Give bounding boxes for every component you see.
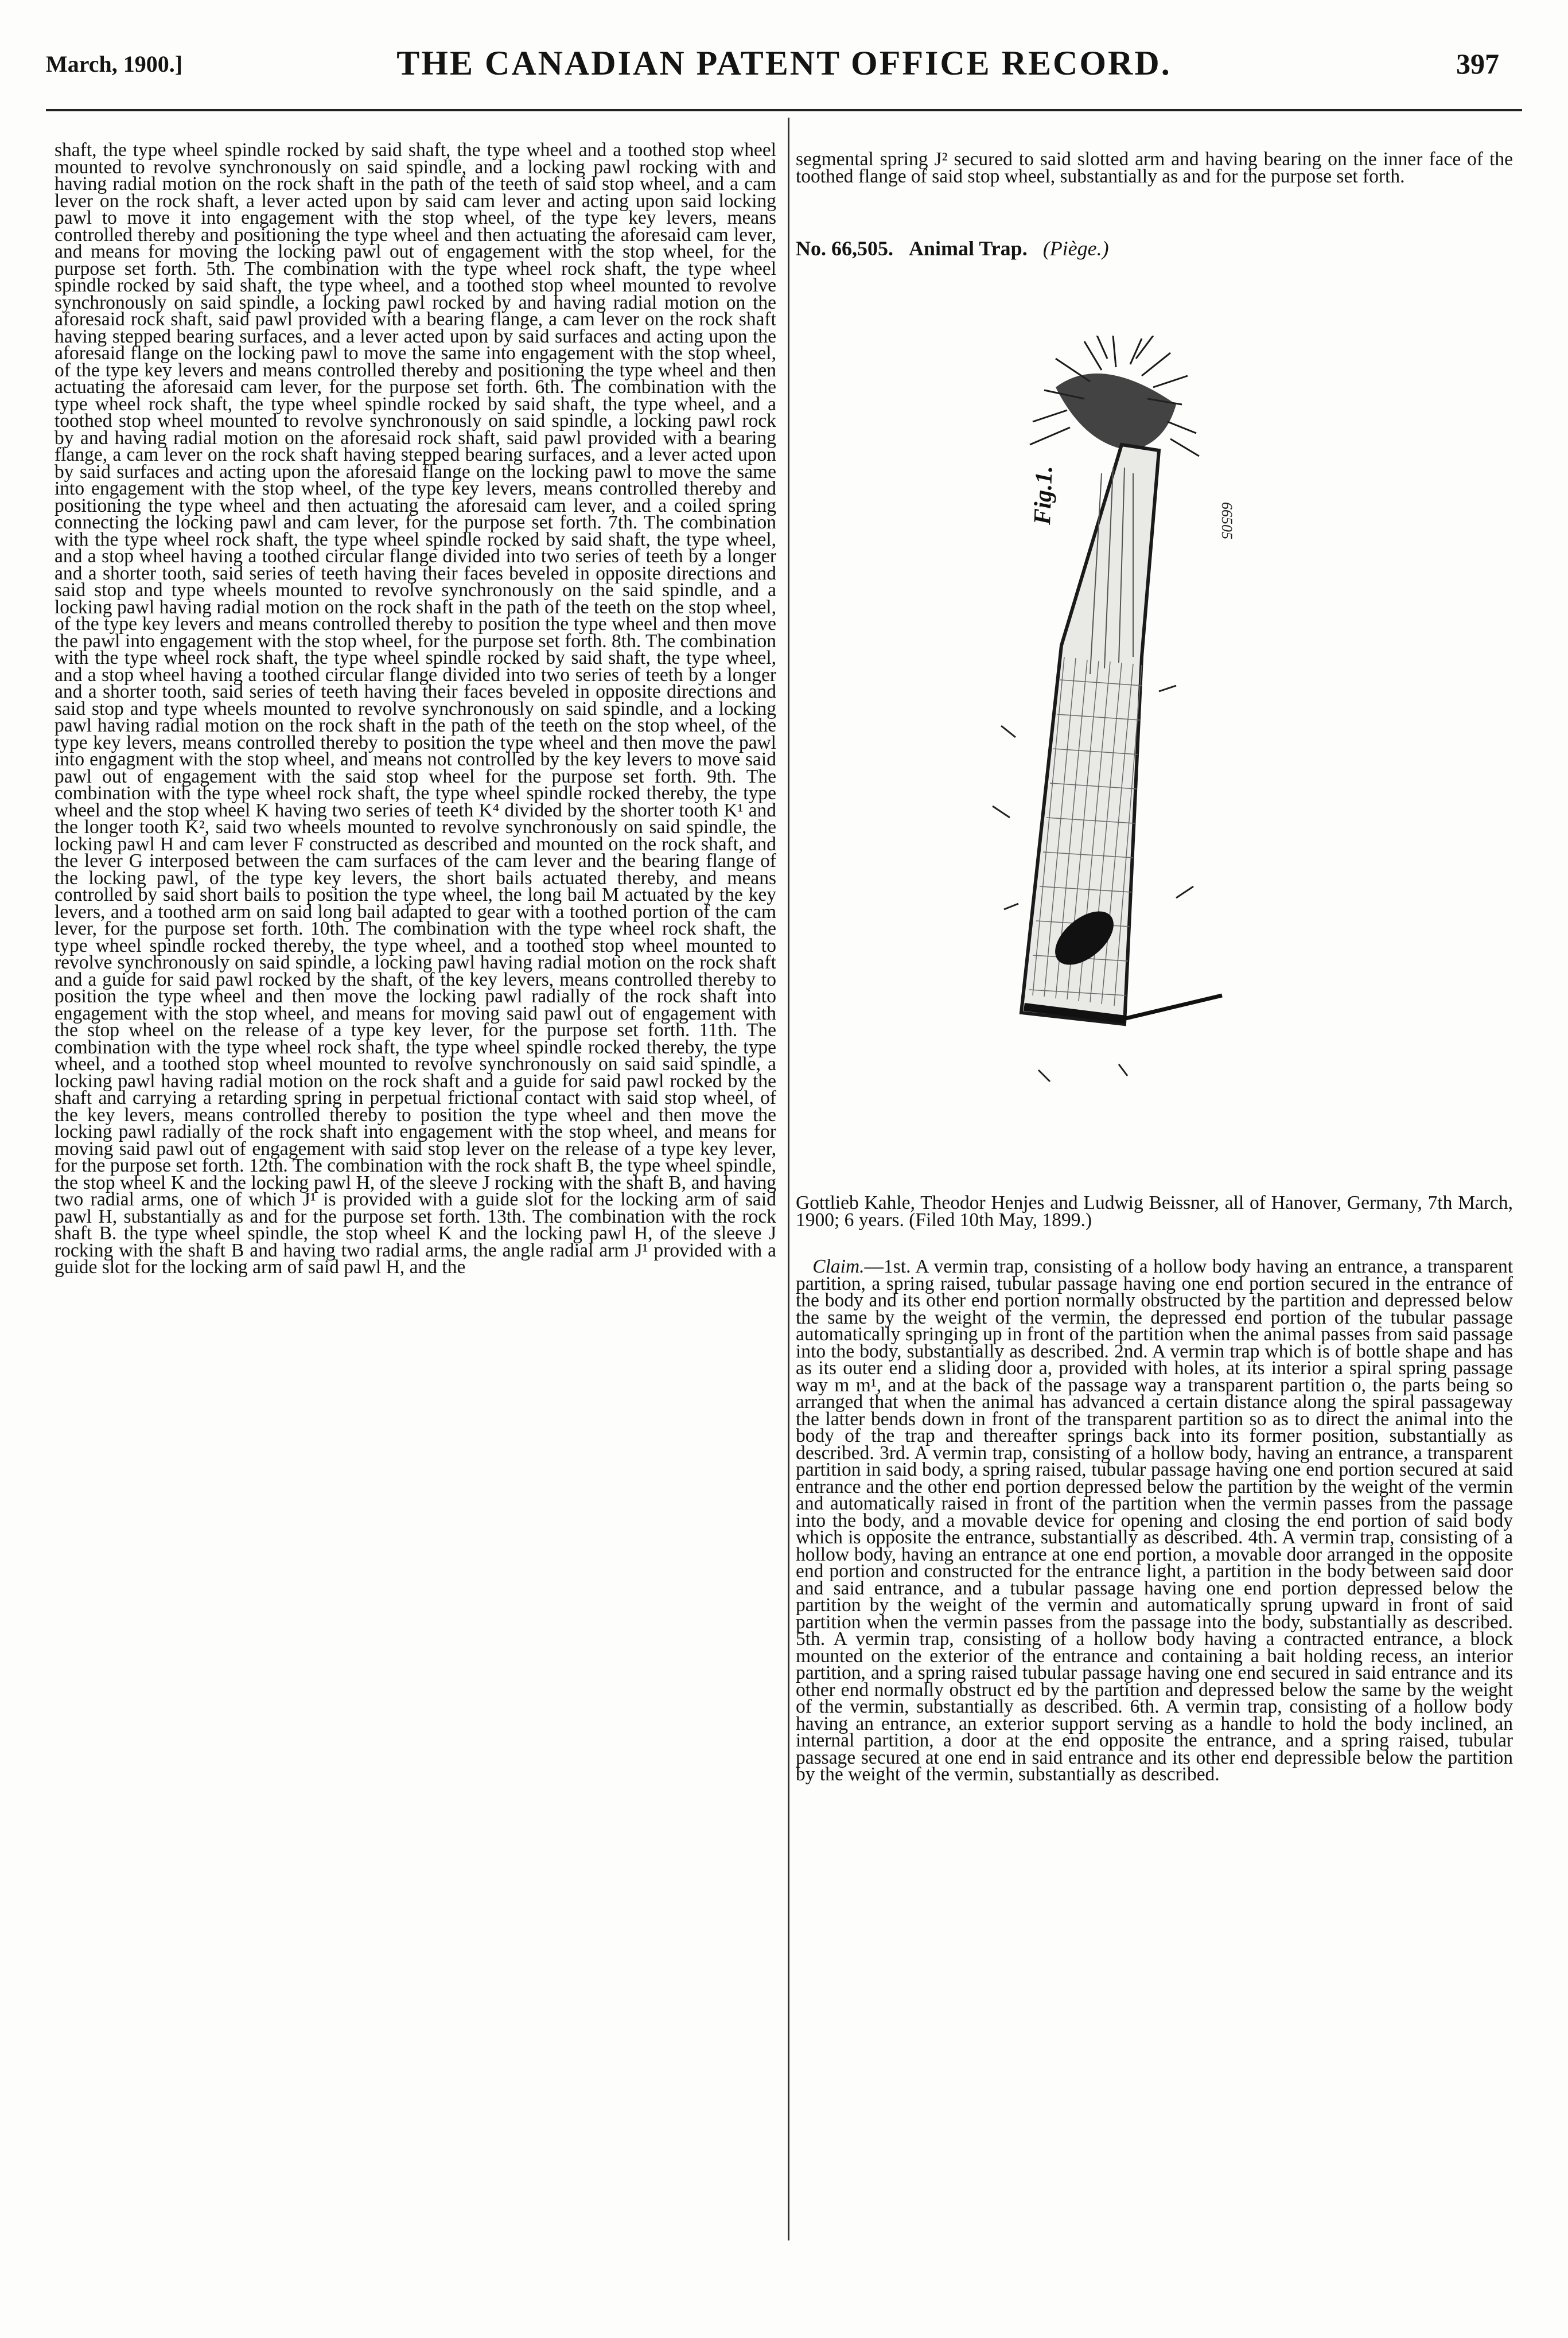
- grass-tuft-illustration: [1030, 336, 1199, 456]
- right-column-continuation: [796, 151, 1513, 185]
- patent-number: No. 66,505.: [796, 237, 893, 260]
- header-date: March, 1900.]: [46, 51, 183, 77]
- figure-label: Fig.1.: [1029, 465, 1058, 526]
- header-rule: [46, 109, 1522, 111]
- animal-trap-figure: [970, 336, 1279, 1139]
- page-number: 397: [1456, 48, 1499, 80]
- inventors-block: [796, 1192, 1513, 1231]
- inventors-text: Gottlieb Kahle, Theodor Henjes and Ludwig Beissner, all of Hanover, Germany, 7th March, 1900; 6 years. (Filed 10th May, 1899.): [796, 1192, 1513, 1231]
- left-column-text: shaft, the type wheel spindle rocked by said shaft, the type wheel and a toothed stop wheel mounted to revolve synchronously on said spindle, and a locking pawl rocking with and having radial motion on the rock shaft in the path of the teeth of said stop wheel, and a cam lever on the rock shaft, a lever acted upon by said cam lever and acting upon said locking pawl to move it into engagement with the stop wheel, of the type key levers, means controlled thereby and positioning the type wheel and then actuating the aforesaid cam lever, and means for moving the locking pawl out of engagement with the stop wheel, for the purpose set forth. 5th. The combination with the type wheel rock shaft, the type wheel spindle rocked by said shaft, the type wheel, and a toothed stop wheel mounted to revolve synchronously on said spindle, a locking pawl rocked by and having radial motion on the aforesaid rock shaft, said pawl provided with a bearing flange, a cam lever on the rock shaft having stepped bearing surfaces, and a lever acted upon by said surfaces and acting upon the aforesaid flange on the locking pawl to move the same into engagement with the stop wheel, of the type key levers and means controlled thereby and positioning the type wheel and then actuating the aforesaid cam lever, for the purpose set forth. 6th. The combination with the type wheel rock shaft, the type wheel spindle rocked by said shaft, the type wheel, and a toothed stop wheel mounted to revolve synchronously on said spindle, a locking pawl rock by and having radial motion on the aforesaid rock shaft, said pawl provided with a bearing flange, a cam lever on the rock shaft having stepped bearing surfaces, and a lever acted upon by said surfaces and acting upon the aforesaid flange on the locking pawl to move the same into engagement with the stop wheel, of the type key levers, means controlled thereby and positioning the type wheel and then actuating the aforesaid cam lever, and a coiled spring connecting the locking pawl and cam lever, for the purpose set forth. 7th. The combination with the type wheel rock shaft, the type wheel spindle rocked by said shaft, the type wheel, and a stop wheel having a toothed circular flange divided into two series of teeth by a longer and a shorter tooth, said series of teeth having their faces beveled in opposite directions and said stop and type wheels mounted to revolve synchronously on the said spindle, and a locking pawl having radial motion on the rock shaft in the path of the teeth on the stop wheel, of the type key levers and means controlled thereby to position the type wheel and then move the pawl into engagement with the stop wheel, for the purpose set forth. 8th. The combination with the type wheel rock shaft, the type wheel spindle rocked by said shaft, the type wheel, and a stop wheel having a toothed circular flange divided into two series of teeth by a longer and a shorter tooth, said series of teeth having their faces beveled in opposite directions and said stop and type wheels mounted to revolve synchronously on said spindle, and a locking pawl having radial motion on the rock shaft in the path of the teeth on the stop wheel, of the type key levers, means controlled thereby to position the type wheel and then move the pawl into engagment with the stop wheel, and means not controlled by the key levers to move said pawl out of engagement with the said stop wheel for the purpose set forth. 9th. The combination with the type wheel rock shaft, the type wheel spindle rocked thereby, the type wheel and the stop wheel K having two series of teeth K⁴ divided by the shorter tooth K¹ and the longer tooth K², said two wheels mounted to revolve synchronously on said spindle, the locking pawl H and cam lever F constructed as described and mounted on the rock shaft, and the lever G interposed between the cam surfaces of the cam lever and the bearing flange of the locking pawl, of the type key levers, the short bails actuated thereby, and means controlled by said short bails to position the type wheel, the long bail M actuated by the key levers, and a toothed arm on said long bail adapted to gear with a toothed portion of the cam lever, for the purpose set forth. 10th. The combination with the type wheel rock shaft, the type wheel spindle rocked thereby, the type wheel, and a toothed stop wheel mounted to revolve synchronously on said spindle, a locking pawl having radial motion on the rock shaft and a guide for said pawl rocked by the shaft, of the key levers, means controlled thereby to position the type wheel and then move the locking pawl radially of the rock shaft into engagement with the stop wheel, and means for moving said pawl out of engagement with the stop wheel on the release of a type key lever, for the purpose set forth. 11th. The combination with the type wheel rock shaft, the type wheel spindle rocked thereby, the type wheel, and a toothed stop wheel mounted to revolve synchronously on said said spindle, a locking pawl having radial motion on the rock shaft and a guide for said pawl rocked by the shaft and carrying a retarding spring in perpetual frictional contact with said stop wheel, of the key levers, means controlled thereby to position the type wheel and then move the locking pawl radially of the rock shaft into engagement with the stop wheel, and means for moving said pawl out of engagement with said stop lever on the release of a type key lever, for the purpose set forth. 12th. The combination with the rock shaft B, the type wheel spindle, the stop wheel K and the locking pawl H, of the sleeve J rocking with the shaft B, and having two radial arms, one of which J¹ is provided with a guide slot for the locking arm of said pawl H, substantially as and for the purpose set forth. 13th. The combination with the rock shaft B. the type wheel spindle, the stop wheel K and the locking pawl H, of the sleeve J rocking with the shaft B and having two radial arms, the angle radial arm J¹ provided with a guide slot for the locking arm of said pawl H, and the: [55, 139, 776, 1278]
- trap-body: [993, 445, 1222, 1082]
- patent-title: Animal Trap.: [909, 237, 1028, 260]
- claims-text: —1st. A vermin trap, consisting of a hollow body having an entrance, a transparent partition, a spring raised, tubular passage having one end portion secured in the entrance of the body and its other end portion normally obstructed by the partition and depressed below the same by the weight of the vermin, the depressed end portion of the tubular passage automatically springing up in front of the partition when the animal passes from said passage into the body, substantially as described. 2nd. A vermin trap which is of bottle shape and has as its outer end a sliding door a, provided with holes, at its interior a spiral spring passage way m m¹, and at the back of the passage way a transparent partition o, the parts being so arranged that when the animal has advanced a certain distance along the spiral passageway the latter bends down in front of the transparent partition so as to direct the animal into the body of the trap and thereafter springs back into its former position, substantially as described. 3rd. A vermin trap, consisting of a hollow body, having an entrance, a transparent partition in said body, a spring raised, tubular passage having one end portion secured at said entrance and the other end portion depressed below the partition by the weight of the vermin and automatically raised in front of the partition when the vermin passes from the passage into the body, and a movable device for opening and closing the end portion of said body which is opposite the entrance, substantially as described. 4th. A vermin trap, consisting of a hollow body, having an entrance at one end portion, a movable door arranged in the opposite end portion and constructed for the entrance light, a partition in the body between said door and said entrance, and a tubular passage having one end portion depressed below the partition by the weight of the vermin and automatically sprung upward in front of said partition when the vermin passes from the passage into the body, substantially as described. 5th. A vermin trap, consisting of a hollow body having a contracted entrance, a block mounted on the exterior of the entrance and containing a bait holding recess, an interior partition, and a spring raised tubular passage having one end secured in said entrance and its other end normally obstruct ed by the partition and depressed below the same by the weight of the vermin, substantially as described. 6th. A vermin trap, consisting of a hollow body having an entrance, an exterior support serving as a handle to hold the body inclined, an internal partition, a door at the end opposite the entrance, and a spring raised, tubular passage secured at one end in said entrance and its other end depressible below the partition by the weight of the vermin, substantially as described.: [796, 1256, 1513, 1785]
- claims-paragraph: [796, 1258, 1513, 1783]
- patent-heading: [796, 236, 1513, 260]
- trap-support-handle: [1126, 995, 1222, 1018]
- left-column: [55, 139, 776, 1278]
- continuation-text: segmental spring J² secured to said slotted arm and having bearing on the inner face of the toothed flange of said stop wheel, substantially as and for the purpose set forth.: [796, 149, 1513, 187]
- journal-title: THE CANADIAN PATENT OFFICE RECORD.: [396, 44, 1172, 82]
- column-divider: [788, 118, 789, 2240]
- patent-title-french: (Piège.): [1042, 237, 1109, 260]
- claims-block: [796, 1258, 1513, 1783]
- claim-label: Claim.: [812, 1256, 865, 1277]
- figure-stamp: 66505: [1219, 502, 1235, 539]
